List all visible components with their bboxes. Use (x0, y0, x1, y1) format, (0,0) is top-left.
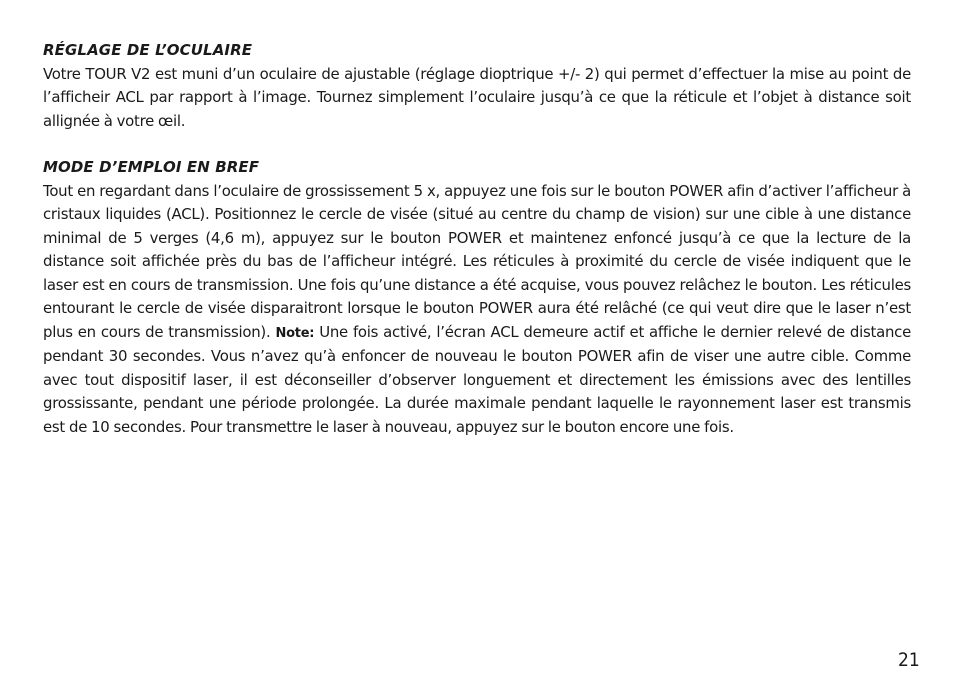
quick-start-text-before-note: Tout en regardant dans l’oculaire de grossissement 5 x, appuyez une fois sur le bouton POWER afin d’activer l’afficheur à cristaux liquides (ACL). Positionnez le cercle de visée (situé au centre du champ de vision) sur une cible à une distance minimal de 5 verges (4,6 m), appuyez sur le bouton POWER et maintenez enfoncé jusqu’à ce que la lecture de la distance soit affichée près du bas de l’afficheur intégré. Les réticules à proximité du cercle de visée indiquent que le laser est en cours de transmission. Une fois qu’une distance a été acquise, vous pouvez relâchez le bouton. Les réticules entourant le cercle de visée disparaitront lorsque le bouton POWER aura été relâché (ce qui veut dire que le laser n’est plus en cours de transmission). (43, 181, 911, 341)
note-label: Note: (275, 325, 315, 341)
quick-start-text-after-note: Une fois activé, l’écran ACL demeure actif et affiche le dernier relevé de distance pendant 30 secondes. Vous n’avez qu’à enfoncer de nouveau le bouton POWER afin de viser une autre cible. Comme avec tout dispositif laser, il est déconseiller d’observer longuement et directement les émissions avec des lentilles grossissante, pendant une période prolongée. La durée maximale pendant laquelle le rayonnement laser est transmis est de 10 secondes. Pour transmettre le laser à nouveau, appuyez sur le bouton encore une fois. (43, 322, 912, 436)
page-content (43, 39, 911, 439)
eyepiece-adjustment-paragraph: Votre TOUR V2 est muni d’un oculaire de ajustable (réglage dioptrique +/- 2) qui permet d’effectuer la mise au point de l’afficheir ACL par rapport à l’image. Tournez simplement l’oculaire jusqu’à ce que la réticule et l’objet à distance soit allignée à votre œil. (43, 64, 911, 130)
section-title-eyepiece-adjustment: RÉGLAGE DE L’OCULAIRE (43, 41, 253, 59)
quick-start-paragraph (43, 180, 911, 440)
page-number: 21 (898, 649, 920, 671)
section-title-quick-start: MODE D’EMPLOI EN BREF (43, 158, 260, 176)
section-spacer (43, 133, 911, 156)
